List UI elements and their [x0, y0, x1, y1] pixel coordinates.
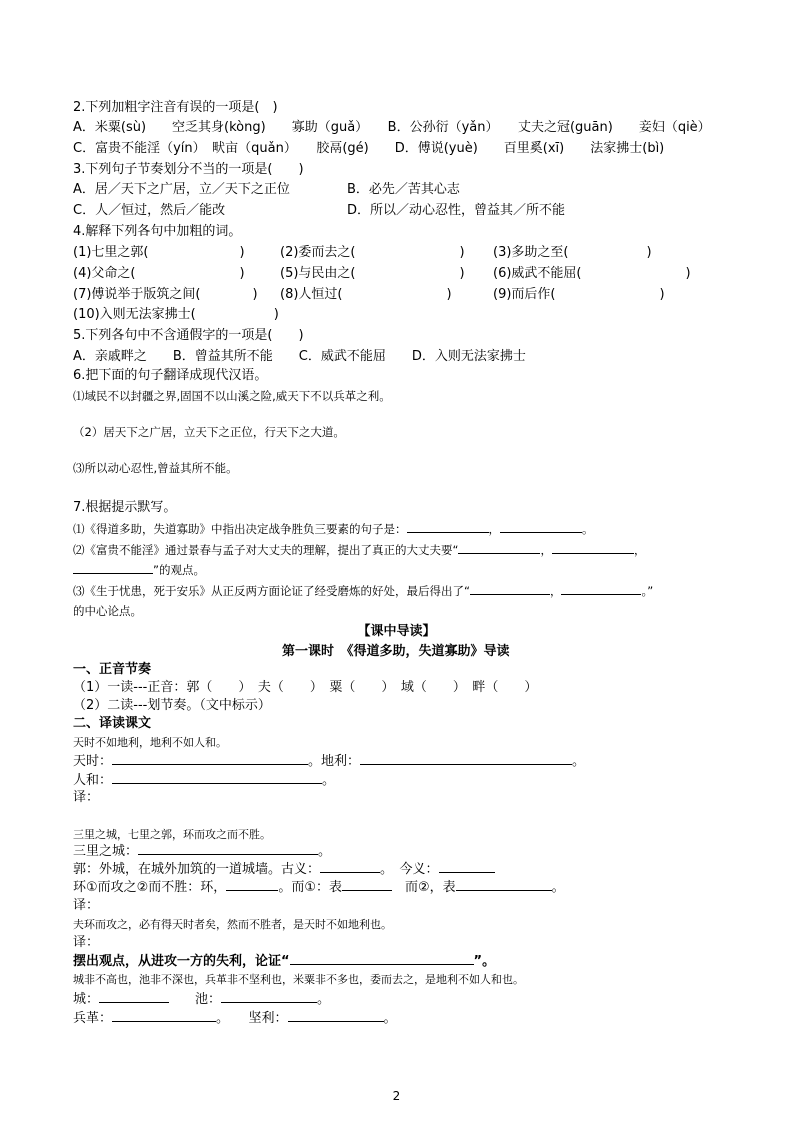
- classical-text-2: 三里之城，七里之郭，环而攻之而不胜。: [73, 828, 271, 841]
- q7-line-1-text: ⑴《得道多助，失道寡助》中指出决定战争胜负三要素的句子是：: [73, 522, 407, 536]
- answer-blank[interactable]: [73, 562, 153, 574]
- label-translate: 译：: [73, 935, 100, 950]
- q6-sentence-3: ⑶所以动心忍性,曾益其所不能。: [73, 461, 238, 475]
- label-er2: 而②，表: [404, 880, 456, 895]
- q4-stem: 4.解释下列各句中加粗的词。: [73, 224, 242, 239]
- q4-item: (2)委而去之( ): [280, 245, 465, 260]
- answer-blank[interactable]: [112, 753, 308, 765]
- q2-option-ab: A．米粟(sù) 空乏其身(kòng) 寡助（guǎ） B．公孙衍（yǎn） 丈夫之冠(guān) 妾妇（qiè）: [73, 120, 711, 135]
- answer-blank[interactable]: [112, 772, 322, 784]
- classical-text-3: 夫环而攻之，必有得天时者矣，然而不胜者，是天时不如地利也。: [73, 918, 392, 931]
- q7-line-3-end: 的中心论点。: [73, 604, 142, 618]
- guo-row: 郭：外城，在城外加筑的一道城墙。古义： 。 今义：: [73, 861, 495, 878]
- answer-blank[interactable]: [221, 991, 317, 1003]
- answer-blank[interactable]: [112, 1010, 216, 1022]
- q4-item: (10)入则无法家拂士( ): [73, 307, 279, 322]
- label-dili: 。地利：: [308, 754, 361, 769]
- label-chi: 池：: [195, 992, 222, 1007]
- huan-row: 环①而攻之②而不胜：环， 。而①：表 而②，表 。: [73, 880, 565, 895]
- label-bingge: 兵革：: [73, 1011, 113, 1026]
- tianshi-dili-row: 天时： 。地利： 。: [73, 754, 586, 769]
- q3-option-d: D．所以／动心忍性，曾益其／所不能: [347, 203, 566, 218]
- cheng-chi-row: 城： 池： 。: [73, 992, 331, 1007]
- answer-blank[interactable]: [407, 521, 489, 533]
- q4-item: (8)人恒过( ): [280, 287, 452, 302]
- q2-option-cd: C．富贵不能淫（yín） 畎亩（quǎn） 胶鬲(gé) D．傅说(yuè) 百里奚(xī) 法家拂士(bì): [73, 141, 665, 156]
- answer-blank[interactable]: [552, 542, 634, 554]
- q2-stem: 2.下列加粗字注音有误的一项是( ): [73, 100, 278, 115]
- label-tianshi: 天时：: [73, 754, 113, 769]
- q4-item: (9)而后作( ): [493, 287, 665, 302]
- answer-blank[interactable]: [561, 583, 641, 595]
- q4-item: (1)七里之郭( ): [73, 245, 245, 260]
- answer-blank[interactable]: [458, 542, 540, 554]
- q6-stem: 6.把下面的句子翻译成现代汉语。: [73, 368, 268, 383]
- q4-item: (6)威武不能屈( ): [493, 266, 691, 281]
- answer-blank[interactable]: [320, 861, 380, 873]
- q4-item: (3)多助之至( ): [493, 245, 652, 260]
- answer-blank[interactable]: [99, 991, 169, 1003]
- q7-line-2-text: ⑵《富贵不能淫》通过景春与孟子对大丈夫的理解，提出了真正的大丈夫要“: [73, 543, 459, 557]
- answer-blank[interactable]: [456, 879, 552, 891]
- answer-blank[interactable]: [342, 879, 392, 891]
- argument-row: 摆出观点，从进攻一方的失利，论证“ ”。: [73, 954, 496, 969]
- q3-option-c: C．人／恒过，然后／能改: [73, 203, 226, 218]
- q7-stem: 7.根据提示默写。: [73, 500, 177, 515]
- q7-line-1: ⑴《得道多助，失道寡助》中指出决定战争胜负三要素的句子是： ， 。: [73, 522, 594, 536]
- q7-line-3-text: ⑶《生于忧患，死于安乐》从正反两方面论证了经受磨炼的好处，最后得出了“: [73, 584, 470, 598]
- label-huan: 环①而攻之②而不胜：环，: [73, 880, 227, 895]
- q7-line-2-end: ”的观点。: [153, 563, 205, 577]
- q3-stem: 3.下列句子节奏划分不当的一项是( ): [73, 162, 304, 177]
- section-heading-2: 二、译读课文: [73, 716, 152, 731]
- sanli-row: 三里之城： 。: [73, 844, 332, 859]
- lesson-subtitle: 第一课时 《得道多助，失道寡助》导读: [282, 644, 510, 659]
- q7-line-2: ⑵《富贵不能淫》通过景春与孟子对大丈夫的理解，提出了真正的大丈夫要“ ， ，: [73, 543, 646, 557]
- answer-blank[interactable]: [290, 953, 474, 965]
- label-jinyi: 今义：: [399, 862, 439, 877]
- q7-line-2-cont: [73, 562, 205, 578]
- label-sanli: 三里之城：: [73, 844, 139, 859]
- label-translate: 译：: [73, 898, 100, 913]
- q5-options: A．亲戚畔之 B．曾益其所不能 C．威武不能屈 D．入则无法家拂士: [73, 349, 526, 364]
- label-renhe: 人和：: [73, 773, 113, 788]
- bingge-row: 兵革： 。 坚利： 。: [73, 1011, 397, 1026]
- answer-blank[interactable]: [138, 843, 318, 855]
- label-cheng: 城：: [73, 992, 100, 1007]
- q4-item: (5)与民由之( ): [280, 266, 465, 281]
- answer-blank[interactable]: [360, 753, 572, 765]
- label-er1: 。而①：表: [278, 880, 342, 895]
- q6-sentence-1: ⑴域民不以封疆之界,固国不以山溪之险,威天下不以兵革之利。: [73, 389, 391, 403]
- q6-sentence-2: （2）居天下之广居，立天下之正位，行天下之大道。: [73, 425, 345, 439]
- label-jianli: 坚利：: [248, 1011, 288, 1026]
- classical-text-4: 城非不高也，池非不深也，兵革非不坚利也，米粟非不多也，委而去之，是地利不如人和也。: [73, 973, 524, 986]
- q3-option-a: A．居／天下之广居，立／天下之正位: [73, 182, 290, 197]
- answer-blank[interactable]: [470, 583, 550, 595]
- classical-text-1: 天时不如地利，地利不如人和。: [73, 736, 227, 749]
- q4-item: (4)父命之( ): [73, 266, 245, 281]
- q7-line-3: ⑶《生于忧患，死于安乐》从正反两方面论证了经受磨炼的好处，最后得出了“ ， 。”: [73, 584, 654, 598]
- answer-blank[interactable]: [288, 1010, 384, 1022]
- answer-blank[interactable]: [226, 879, 278, 891]
- page-number: 2: [392, 1089, 401, 1103]
- reading-1: （1）一读---正音：郭（ ） 夫（ ） 粟（ ） 域（ ） 畔（ ）: [73, 680, 538, 695]
- renhe-row: 人和： 。: [73, 773, 336, 788]
- q5-stem: 5.下列各句中不含通假字的一项是( ): [73, 328, 304, 343]
- reading-2: （2）二读---划节奏。（文中标示）: [73, 698, 271, 713]
- label-guo: 郭：外城，在城外加筑的一道城墙。古义：: [73, 862, 321, 877]
- section-heading-1: 一、正音节奏: [73, 662, 152, 677]
- label-translate: 译：: [73, 790, 100, 805]
- section-title: 【课中导读】: [357, 624, 436, 639]
- q4-item: (7)傅说举于版筑之间( ): [73, 287, 258, 302]
- q3-option-b: B．必先／苦其心志: [347, 182, 460, 197]
- argument-text: 摆出观点，从进攻一方的失利，论证“: [73, 954, 290, 969]
- answer-blank[interactable]: [500, 521, 582, 533]
- answer-blank[interactable]: [439, 861, 495, 873]
